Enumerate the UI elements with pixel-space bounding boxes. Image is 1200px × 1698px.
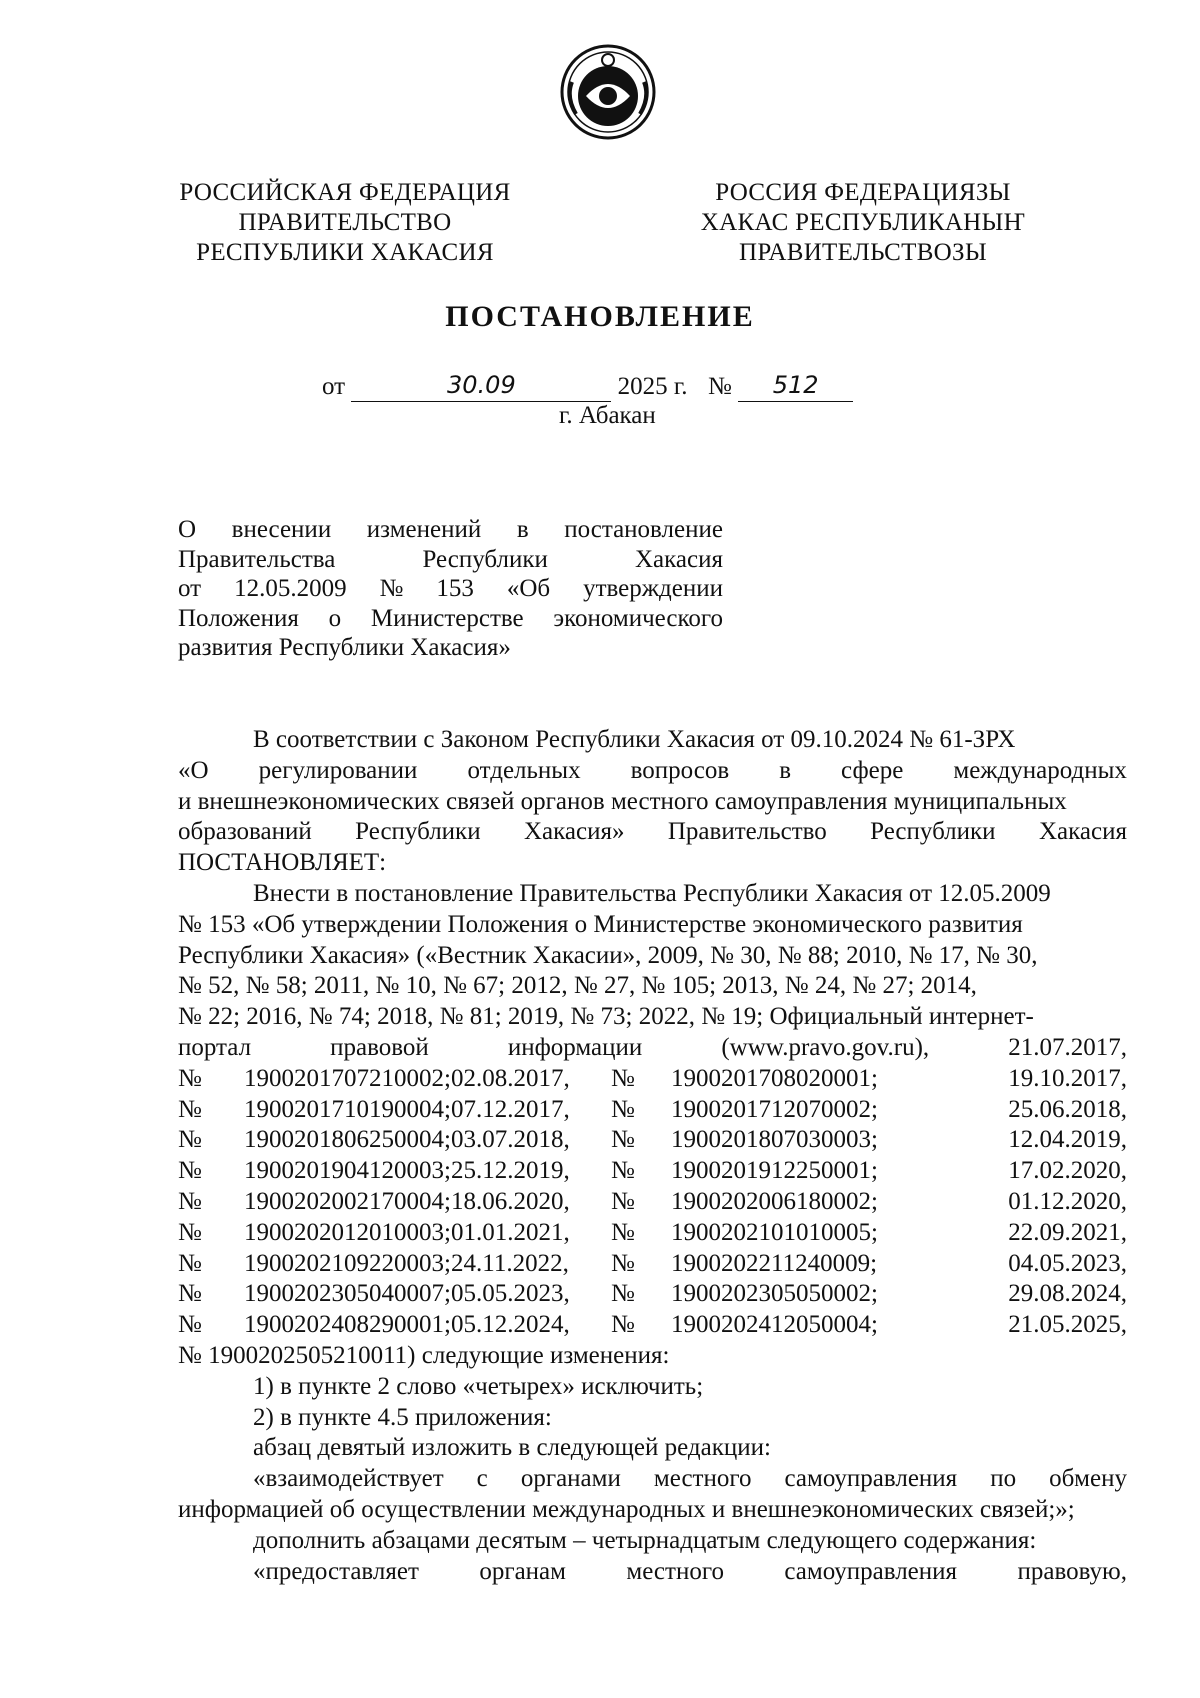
number-label: №: [708, 373, 732, 400]
registry-cell: 1900202412050004;: [671, 1311, 878, 1339]
body-line: и внешнеэкономических связей органов местного самоуправления муниципальных: [178, 787, 1067, 815]
number-field: [738, 370, 853, 402]
registry-cell: 12.04.2019,: [1008, 1126, 1127, 1154]
registry-cell: №: [611, 1095, 635, 1123]
registry-cell: 04.05.2023,: [1008, 1249, 1127, 1277]
registry-cell: №: [178, 1218, 202, 1246]
registry-cell: №: [178, 1126, 202, 1154]
body-line: В соответствии с Законом Республики Хакасия от 09.10.2024 № 61-ЗРХ: [253, 726, 1016, 753]
registry-cell: 1900201807030003;: [671, 1126, 878, 1154]
body-line: «предоставляет органам местного самоуправления правовую,: [253, 1557, 1127, 1585]
document-subject: [178, 515, 723, 663]
subject-line: от 12.05.2009 № 153 «Об утверждении: [178, 575, 723, 602]
registry-cell: №: [611, 1126, 635, 1154]
body-line: портал правовой информации (www.pravo.gov.ru), 21.07.2017,: [178, 1033, 1127, 1061]
header-right-line: ПРАВИТЕЛЬСТВОЗЫ: [739, 239, 987, 266]
header-left-russian: [150, 178, 540, 268]
registry-cell: №: [611, 1157, 635, 1185]
registry-cell: №: [611, 1311, 635, 1339]
registry-cell: 02.08.2017,: [451, 1064, 570, 1092]
registry-cell: №: [178, 1157, 202, 1185]
registry-list: [178, 1064, 1127, 1341]
registry-cell: №: [178, 1311, 202, 1339]
registry-cell: 25.12.2019,: [451, 1157, 570, 1185]
body-line: образований Республики Хакасия» Правительство Республики Хакасия: [178, 818, 1127, 846]
header-left-line: ПРАВИТЕЛЬСТВО: [238, 209, 452, 236]
registry-cell: 29.08.2024,: [1008, 1280, 1127, 1308]
body-line: Внести в постановление Правительства Республики Хакасия от 12.05.2009: [253, 879, 1051, 907]
registry-cell: 22.09.2021,: [1008, 1218, 1127, 1246]
registry-cell: №: [611, 1064, 635, 1092]
subject-line: Положения о Министерстве экономического: [178, 604, 723, 632]
registry-cell: №: [178, 1187, 202, 1215]
registry-cell: 1900201904120003;: [244, 1157, 451, 1185]
body-line: Республики Хакасия» («Вестник Хакасии», 2009, № 30, № 88; 2010, № 17, № 30,: [178, 941, 1038, 969]
registry-cell: 1900201710190004;: [244, 1095, 451, 1123]
header-right-khakas: [668, 178, 1058, 268]
header-left-line: РЕСПУБЛИКИ ХАКАСИЯ: [196, 239, 494, 266]
body-line: информацией об осуществлении международных и внешнеэкономических связей;»;: [178, 1495, 1075, 1523]
registry-cell: 01.01.2021,: [451, 1218, 570, 1246]
year-label: 2025 г.: [617, 373, 688, 400]
body-line: «О регулировании отдельных вопросов в сфере международных: [178, 756, 1127, 784]
subject-line: О внесении изменений в постановление: [178, 516, 723, 543]
registry-cell: №: [178, 1064, 202, 1092]
registry-cell: №: [178, 1249, 202, 1277]
registry-cell: №: [611, 1187, 635, 1215]
registry-cell: 21.05.2025,: [1008, 1311, 1127, 1339]
document-title: ПОСТАНОВЛЕНИЕ: [445, 300, 755, 333]
registry-cell: 24.11.2022,: [451, 1249, 569, 1277]
emblem-of-khakassia-icon: [558, 42, 658, 142]
registry-cell: 1900202101010005;: [671, 1218, 878, 1246]
body-line: дополнить абзацами десятым – четырнадцатым следующего содержания:: [253, 1526, 1037, 1554]
body-line: № 1900202505210011) следующие изменения:: [178, 1341, 670, 1369]
header-right-line: ХАКАС РЕСПУБЛИКАНЫҤ: [700, 209, 1026, 236]
registry-cell: 1900202006180002;: [671, 1187, 878, 1215]
registry-cell: 03.07.2018,: [451, 1126, 570, 1154]
registry-cell: 1900202002170004;: [244, 1187, 451, 1215]
registry-cell: 1900201712070002;: [671, 1095, 878, 1123]
registry-cell: 1900202211240009;: [671, 1249, 878, 1277]
document-body: [178, 725, 1127, 1587]
header-left-line: РОССИЙСКАЯ ФЕДЕРАЦИЯ: [179, 179, 511, 206]
registry-cell: №: [178, 1095, 202, 1123]
registry-cell: 05.12.2024,: [451, 1311, 570, 1339]
registry-cell: 1900201912250001;: [671, 1157, 878, 1185]
header-right-line: РОССИЯ ФЕДЕРАЦИЯЗЫ: [715, 179, 1011, 206]
registry-cell: 1900201707210002;: [244, 1064, 451, 1092]
handwritten-date: 30.09: [447, 371, 516, 399]
subject-line: Правительства Республики Хакасия: [178, 545, 723, 573]
registry-cell: 1900202305050002;: [671, 1280, 878, 1308]
date-prefix: от: [322, 373, 346, 400]
city-label: г. Абакан: [559, 402, 656, 429]
body-line: № 22; 2016, № 74; 2018, № 81; 2019, № 73; 2022, № 19; Официальный интернет-: [178, 1003, 1034, 1031]
registry-cell: №: [611, 1218, 635, 1246]
subject-line: развития Республики Хакасия»: [178, 634, 511, 661]
body-line: 2) в пункте 4.5 приложения:: [253, 1403, 552, 1431]
registry-cell: 07.12.2017,: [451, 1095, 570, 1123]
body-line: 1) в пункте 2 слово «четырех» исключить;: [253, 1372, 704, 1400]
date-field: [351, 370, 611, 402]
body-line: № 52, № 58; 2011, № 10, № 67; 2012, № 27, № 105; 2013, № 24, № 27; 2014,: [178, 972, 977, 1000]
registry-cell: 1900202109220003;: [244, 1249, 451, 1277]
registry-cell: №: [611, 1249, 635, 1277]
handwritten-number: 512: [772, 371, 819, 399]
registry-cell: 1900201708020001;: [671, 1064, 878, 1092]
date-number-line: [322, 370, 853, 402]
registry-cell: 1900202012010003;: [244, 1218, 451, 1246]
registry-cell: 25.06.2018,: [1008, 1095, 1127, 1123]
registry-cell: 17.02.2020,: [1008, 1157, 1127, 1185]
body-line: ПОСТАНОВЛЯЕТ:: [178, 849, 387, 877]
registry-cell: №: [611, 1280, 635, 1308]
registry-cell: 19.10.2017,: [1008, 1064, 1127, 1092]
registry-cell: 1900201806250004;: [244, 1126, 451, 1154]
body-line: абзац девятый изложить в следующей редакции:: [253, 1434, 771, 1462]
registry-cell: 1900202408290001;: [244, 1311, 451, 1339]
registry-cell: 18.06.2020,: [451, 1187, 570, 1215]
registry-cell: 01.12.2020,: [1008, 1187, 1127, 1215]
body-line: № 153 «Об утверждении Положения о Министерстве экономического развития: [178, 910, 1023, 938]
registry-cell: №: [178, 1280, 202, 1308]
registry-cell: 05.05.2023,: [451, 1280, 570, 1308]
body-line: «взаимодействует с органами местного самоуправления по обмену: [253, 1465, 1127, 1493]
registry-cell: 1900202305040007;: [244, 1280, 451, 1308]
